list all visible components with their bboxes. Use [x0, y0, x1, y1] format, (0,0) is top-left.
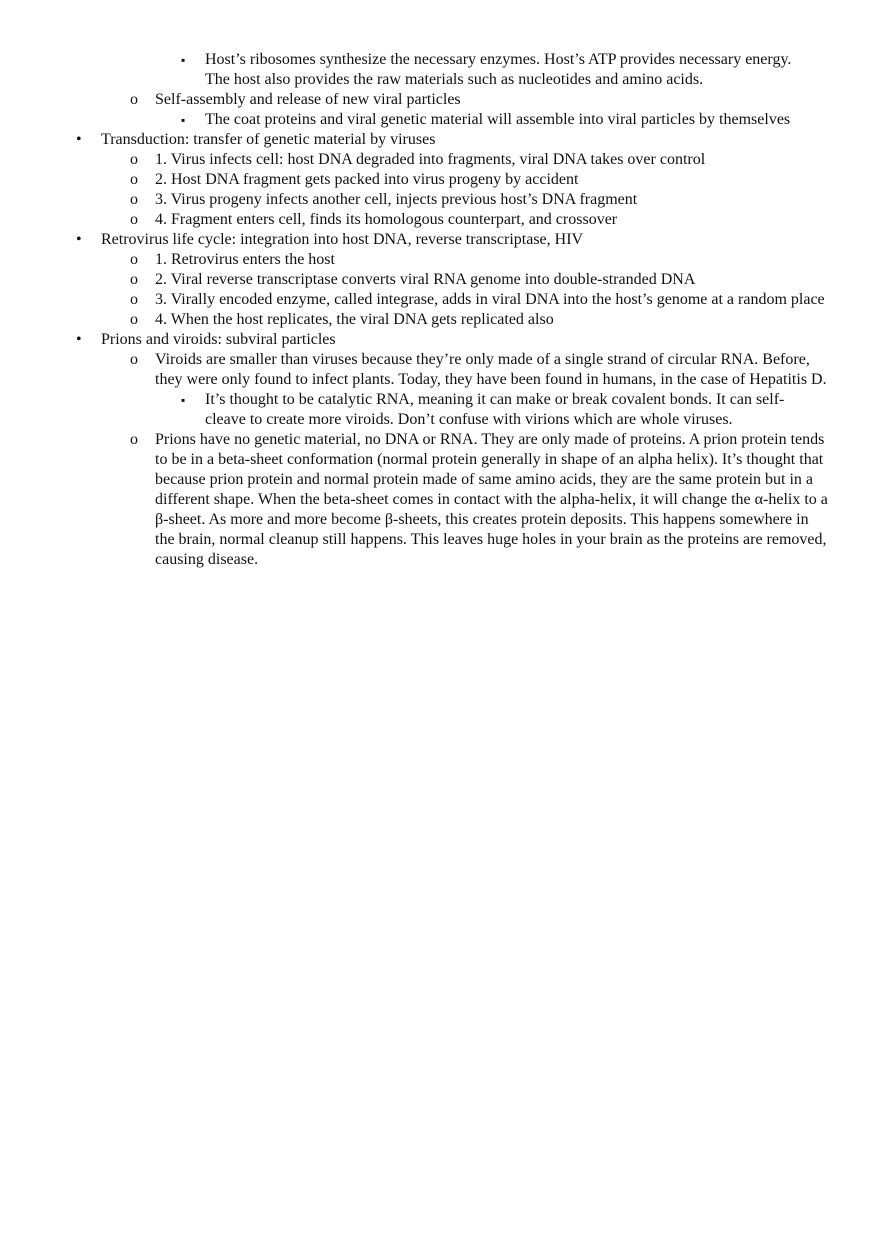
- list-item-text: 1. Virus infects cell: host DNA degraded into fragments, viral DNA takes over control: [155, 151, 706, 168]
- list-item-text: 3. Virally encoded enzyme, called integrase, adds in viral DNA into the host’s genome at a random place: [155, 291, 825, 308]
- list-item: [0, 250, 880, 270]
- list-item: [0, 130, 880, 150]
- list-item: [0, 190, 880, 210]
- list-item-text: The coat proteins and viral genetic material will assemble into viral particles by themselves: [205, 111, 791, 128]
- circle-bullet-icon: o: [130, 431, 138, 448]
- circle-bullet-icon: o: [130, 171, 138, 188]
- circle-bullet-icon: o: [130, 251, 138, 268]
- list-item-text: Host’s ribosomes synthesize the necessary enzymes. Host’s ATP provides necessary energy. The host also provides the raw materials such as nucleotides and amino acids.: [205, 51, 792, 88]
- list-item: [0, 170, 880, 190]
- list-item-text: 1. Retrovirus enters the host: [155, 251, 335, 268]
- list-item: [0, 270, 880, 290]
- list-item: [0, 90, 880, 110]
- list-item-text: Prions and viroids: subviral particles: [101, 331, 336, 348]
- list-item: [0, 210, 880, 230]
- dot-bullet-icon: •: [76, 231, 82, 248]
- list-item-text: 3. Virus progeny infects another cell, injects previous host’s DNA fragment: [155, 191, 638, 208]
- list-item: [0, 290, 880, 310]
- circle-bullet-icon: o: [130, 151, 138, 168]
- list-item: [0, 50, 880, 90]
- circle-bullet-icon: o: [130, 271, 138, 288]
- list-item: [0, 350, 880, 390]
- list-item-text: Viroids are smaller than viruses because they’re only made of a single strand of circular RNA. Before, they were only found to infect plants. Today, they have been found in humans, in the case of Hepatitis D.: [155, 351, 827, 388]
- list-item-text: 4. Fragment enters cell, finds its homologous counterpart, and crossover: [155, 211, 618, 228]
- list-item-text: Self-assembly and release of new viral particles: [155, 91, 461, 108]
- dot-bullet-icon: •: [76, 131, 82, 148]
- dot-bullet-icon: •: [76, 331, 82, 348]
- list-item: [0, 430, 880, 570]
- square-bullet-icon: ▪: [181, 393, 186, 407]
- square-bullet-icon: ▪: [181, 53, 186, 67]
- circle-bullet-icon: o: [130, 191, 138, 208]
- list-item-text: It’s thought to be catalytic RNA, meaning it can make or break covalent bonds. It can self-cleave to create more viroids. Don’t confuse with virions which are whole viruses.: [205, 391, 785, 428]
- list-item: [0, 230, 880, 250]
- circle-bullet-icon: o: [130, 211, 138, 228]
- list-item: [0, 110, 880, 130]
- circle-bullet-icon: o: [130, 351, 138, 368]
- list-item: [0, 150, 880, 170]
- list-item: [0, 390, 880, 430]
- list-item-text: 4. When the host replicates, the viral DNA gets replicated also: [155, 311, 554, 328]
- list-item-text: 2. Host DNA fragment gets packed into virus progeny by accident: [155, 171, 579, 188]
- list-item-text: Retrovirus life cycle: integration into host DNA, reverse transcriptase, HIV: [101, 231, 584, 248]
- circle-bullet-icon: o: [130, 291, 138, 308]
- circle-bullet-icon: o: [130, 91, 138, 108]
- square-bullet-icon: ▪: [181, 113, 186, 127]
- list-item: [0, 330, 880, 350]
- circle-bullet-icon: o: [130, 311, 138, 328]
- list-item: [0, 310, 880, 330]
- list-item-text: Transduction: transfer of genetic material by viruses: [101, 131, 436, 148]
- list-item-text: 2. Viral reverse transcriptase converts viral RNA genome into double-stranded DNA: [155, 271, 696, 288]
- list-item-text: Prions have no genetic material, no DNA or RNA. They are only made of proteins. A prion protein tends to be in a beta-sheet conformation (normal protein generally in shape of an alpha helix). It’s thought that because prion protein and normal protein made of same amino acids, they are the same protein but in a different shape. When the beta-sheet comes in contact with the alpha-helix, it will change the α-helix to a β-sheet. As more and more become β-sheets, this creates protein deposits. This happens somewhere in the brain, normal cleanup still happens. This leaves huge holes in your brain as the proteins are removed, causing disease.: [155, 431, 828, 568]
- document-page: [0, 50, 880, 570]
